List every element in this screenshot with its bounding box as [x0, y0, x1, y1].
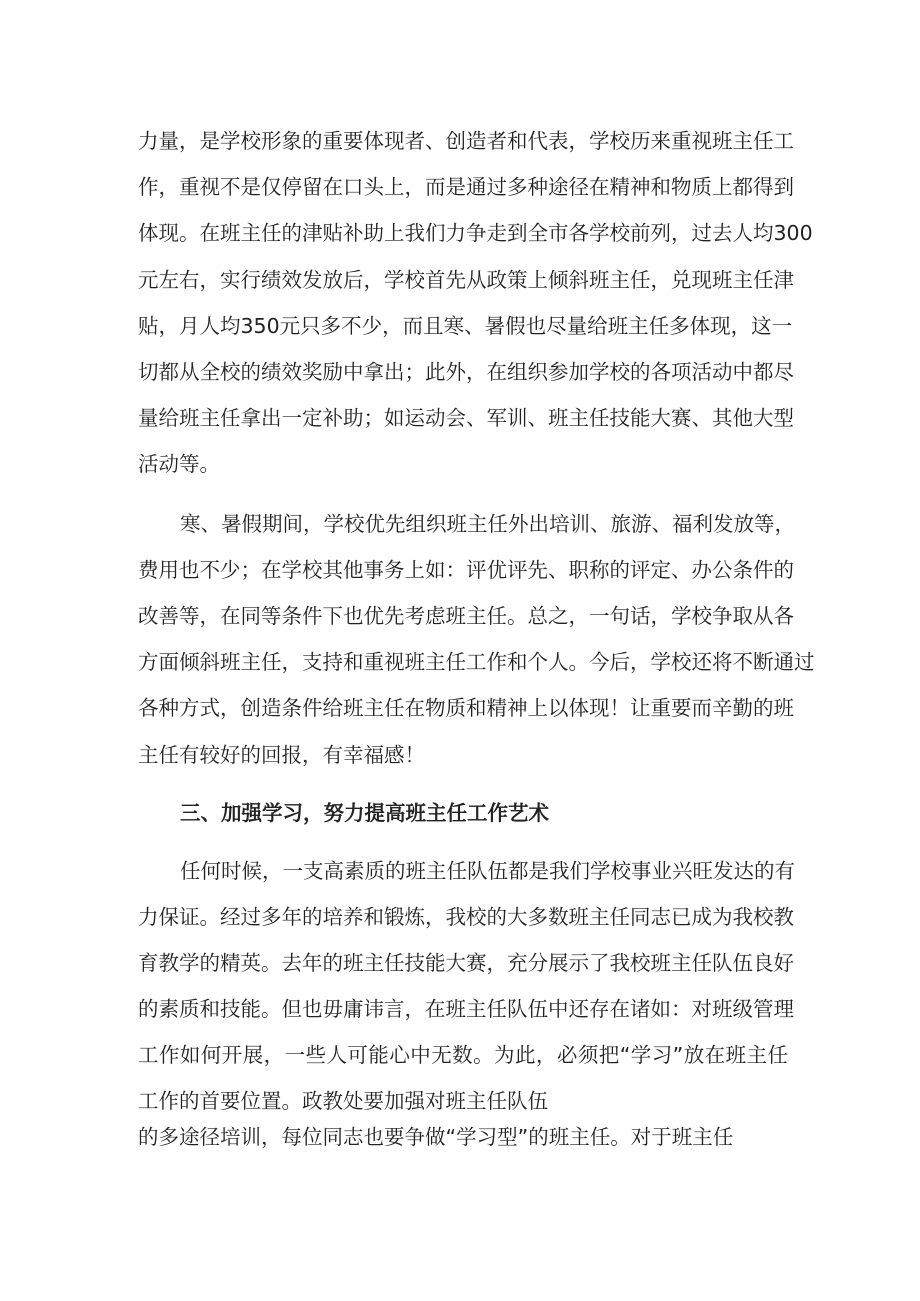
paragraph-2-line-6: 主任有较好的回报，有幸福感！	[138, 743, 425, 767]
paragraph-1-line-3: 体现。在班主任的津贴补助上我们力争走到全市各学校前列，过去人均300	[138, 221, 813, 245]
paragraph-1-line-2: 作，重视不是仅停留在口头上，而是通过多种途径在精神和物质上都得到	[138, 175, 794, 199]
paragraph-3-line-4: 的素质和技能。但也毋庸讳言，在班主任队伍中还存在诸如：对班级管理	[138, 997, 794, 1021]
paragraph-1-line-6: 切都从全校的绩效奖励中拿出；此外，在组织参加学校的各项活动中都尽	[138, 360, 794, 384]
paragraph-1-line-8: 活动等。	[138, 452, 220, 476]
paragraph-2-line-2: 费用也不少；在学校其他事务上如：评优评先、职称的评定、办公条件的	[138, 558, 794, 582]
paragraph-2-line-4: 方面倾斜班主任，支持和重视班主任工作和个人。今后，学校还将不断通过	[138, 650, 815, 674]
paragraph-1-line-7: 量给班主任拿出一定补助；如运动会、军训、班主任技能大赛、其他大型	[138, 406, 794, 430]
paragraph-3-line-2: 力保证。经过多年的培养和锻炼，我校的大多数班主任同志已成为我校教	[138, 905, 794, 929]
section-heading: 三、加强学习，努力提高班主任工作艺术	[180, 801, 549, 825]
paragraph-1-line-4: 元左右，实行绩效发放后，学校首先从政策上倾斜班主任，兑现班主任津	[138, 268, 794, 292]
paragraph-2-line-3: 改善等，在同等条件下也优先考虑班主任。总之，一句话，学校争取从各	[138, 604, 794, 628]
paragraph-3-line-5: 工作如何开展，一些人可能心中无数。为此，必须把“学习”放在班主任	[138, 1043, 788, 1067]
paragraph-1-line-5: 贴，月人均350元只多不少，而且寒、暑假也尽量给班主任多体现，这一	[138, 314, 793, 338]
paragraph-3-line-7: 的多途径培训，每位同志也要争做“学习型”的班主任。对于班主任	[138, 1125, 734, 1149]
paragraph-1-line-1: 力量，是学校形象的重要体现者、创造者和代表，学校历来重视班主任工	[138, 129, 794, 153]
paragraph-2-line-1: 寒、暑假期间，学校优先组织班主任外出培训、旅游、福利发放等，	[180, 512, 795, 536]
paragraph-3-line-1: 任何时候，一支高素质的班主任队伍都是我们学校事业兴旺发达的有	[180, 859, 795, 883]
paragraph-2-line-5: 各种方式，创造条件给班主任在物质和精神上以体现！让重要而辛勤的班	[138, 696, 794, 720]
paragraph-3-line-3: 育教学的精英。去年的班主任技能大赛，充分展示了我校班主任队伍良好	[138, 951, 794, 975]
paragraph-3-line-6: 工作的首要位置。政教处要加强对班主任队伍	[138, 1089, 548, 1113]
